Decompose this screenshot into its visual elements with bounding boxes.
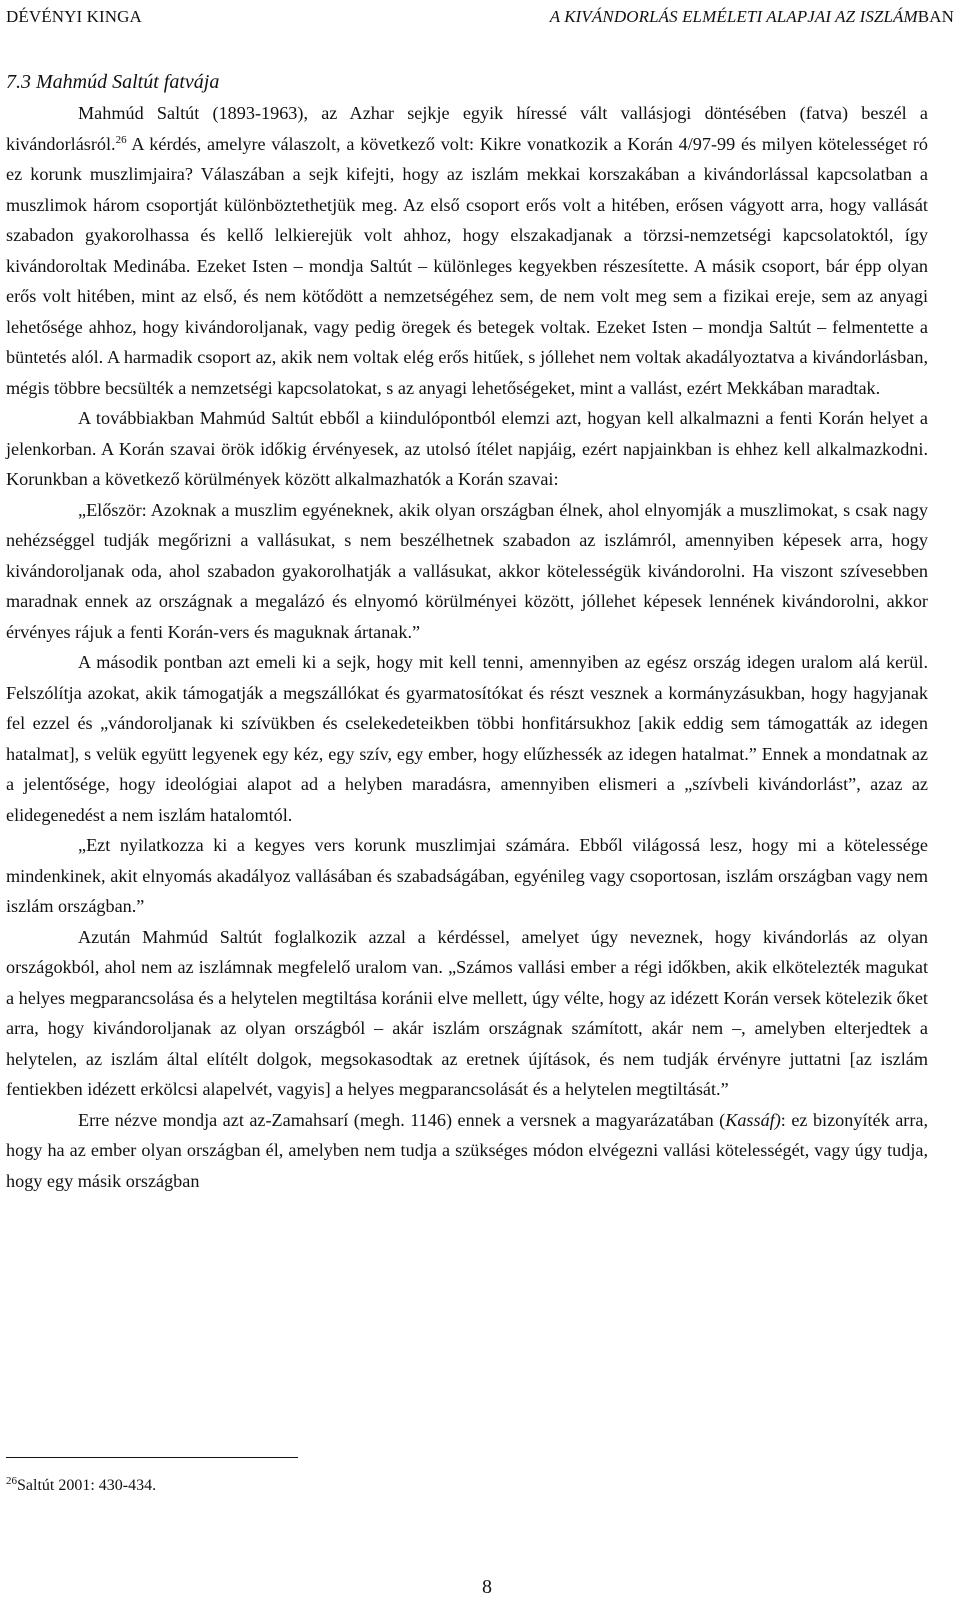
paragraph-7-part-b: : ez bizonyíték arra, hogy ha az ember olyan országban él, amelyben nem tudja a szükséges módon elvégezni vallási kötelességét, vagy úgy tudja, hogy egy másik országban — [6, 1109, 928, 1191]
paragraph-6: Azután Mahmúd Saltút foglalkozik azzal a kérdéssel, amelyet úgy neveznek, hogy kivándorlás az olyan országokból, ahol nem az iszlámnak megfelelő uralom van. „Számos vallási ember a régi időkben, akik elkötelezték magukat a helyes megparancsolása és a helytelen megtiltása koránii elve mellett, úgy vélte, hogy az idézett Korán versek kötelezik őket arra, hogy kivándoroljanak az olyan országból – akár iszlám országnak számított, akár nem –, amelyben elterjedtek a helytelen, az iszlám által elítélt dolgok, megsokasodtak az eretnek újítások, és nem tudják érvényre juttatni [az iszlám fentiekben idézett erkölcsi alapelvét, vagyis] a helyes megparancsolását és a helytelen megtiltását.” — [6, 926, 928, 1099]
paragraph-1-part-b: A kérdés, amelyre válaszolt, a következő volt: Kikre vonatkozik a Korán 4/97-99 és milyen kötelességet ró ez korunk muszlimjaira? Válaszában a sejk kifejti, hogy az iszlám mekkai korszakában a kivándorlással kapcsolatban a muszlimok három csoportját különböztethetjük meg. Az első csoport erős volt a hitében, erősen vágyott arra, hogy vallását szabadon gyakorolhassa és kellő lelkierejük volt ahhoz, hogy elszakadjanak a törzsi-nemzetségi kapcsolatoktól, így kivándoroltak Medinába. Ezeket Isten – mondja Saltút – különleges kegyekben részesítette. A másik csoport, bár épp olyan erős volt hitében, mint az első, és nem kötődött a nemzetségéhez sem, de nem volt meg sem a fizikai ereje, sem az anyagi lehetősége ahhoz, hogy kivándoroljanak, vagy pedig öregek és betegek voltak. Ezeket Isten – mondja Saltút – felmentette a büntetés alól. A harmadik csoport az, akik nem voltak elég erős hitűek, s jóllehet nem voltak akadályoztatva a kivándorlásban, mégis többre becsülték a nemzetségi kapcsolatokat, s az anyagi lehetőségeket, mint a vallást, ezért Mekkában maradtak. — [6, 133, 928, 398]
footnote-divider — [6, 1457, 298, 1458]
page-number: 8 — [482, 1576, 492, 1598]
paragraph-5: „Ezt nyilatkozza ki a kegyes vers korunk muszlimjai számára. Ebből világossá lesz, hogy mi a kötelessége mindenkinek, akit elnyomás akadályoz vallásában és szabadságában, egyénileg vagy csoportosan, iszlám országban vagy nem iszlám országban.” — [6, 835, 928, 916]
paragraph-7 — [6, 1105, 928, 1197]
paragraph-2: A továbbiakban Mahmúd Saltút ebből a kiindulópontból elemzi azt, hogyan kell alkalmazni a fenti Korán helyet a jelenkorban. A Korán szavai örök időkig érvényesek, az utolsó ítélet napjáig, ezért napjainkban is ehhez kell alkalmazkodni. Korunkban a következő körülmények között alkalmazhatók a Korán szavai: — [6, 408, 928, 489]
paragraph-1 — [6, 98, 928, 403]
paragraph-1-part-a: Mahmúd Saltút (1893-1963), az Azhar sejkje egyik híressé vált vallásjogi döntésében (fatva) beszél a kivándorlásról. — [6, 103, 928, 154]
footnote-number: 26 — [6, 1475, 17, 1487]
paragraph-3: „Először: Azoknak a muszlim egyéneknek, akik olyan országban élnek, ahol elnyomják a muszlimokat, s csak nagy nehézséggel tudják megőrizni a vallásukat, s nem beszélhetnek szabadon az iszlámról, amennyiben képesek arra, hogy kivándoroljanak oda, ahol szabadon gyakorolhatják a vallásukat, akkor kötelességük kivándorolni. Ha viszont szívesebben maradnak ennek az országnak a megalázó és elnyomó körülményei között, jóllehet képesek lennének kivándorolni, akkor érvényes rájuk a fenti Korán-vers és maguknak ártanak.” — [6, 499, 928, 642]
footnote-text: Saltút 2001: 430-434. — [17, 1477, 157, 1494]
paragraph-7-italic: Kassáf) — [725, 1109, 781, 1130]
footnote — [6, 1474, 156, 1498]
paragraph-7-part-a: Erre nézve mondja azt az-Zamahsarí (megh. 1146) ennek a versnek a magyarázatában ( — [78, 1109, 726, 1130]
header-title-tail: BAN — [917, 7, 954, 26]
header-author: DÉVÉNYI KINGA — [6, 7, 142, 26]
header-title-italic: A KIVÁNDORLÁS ELMÉLETI ALAPJAI AZ ISZLÁM — [549, 7, 918, 26]
body-text — [6, 98, 928, 1196]
running-header — [6, 6, 954, 28]
header-title — [550, 6, 954, 28]
paragraph-4: A második pontban azt emeli ki a sejk, hogy mit kell tenni, amennyiben az egész ország idegen uralom alá kerül. Felszólítja azokat, akik támogatják a megszállókat és gyarmatosítókat és részt vesznek a kormányzásukban, hogy hagyjanak fel ezzel és „vándoroljanak ki szívükben és cselekedeteikben többi honfitársukhoz [akik eddig sem támogatták az idegen hatalmat], s velük együtt legyenek egy kéz, egy szív, egy ember, hogy elűzhessék az idegen hatalmat.” Ennek a mondatnak az a jelentősége, hogy ideológiai alapot ad a helyben maradásra, amennyiben elismeri a „szívbeli kivándorlást”, azaz az elidegenedést a nem iszlám hatalomtól. — [6, 652, 928, 825]
section-title: 7.3 Mahmúd Saltút fatvája — [6, 71, 220, 93]
footnote-reference[interactable]: 26 — [115, 133, 127, 146]
